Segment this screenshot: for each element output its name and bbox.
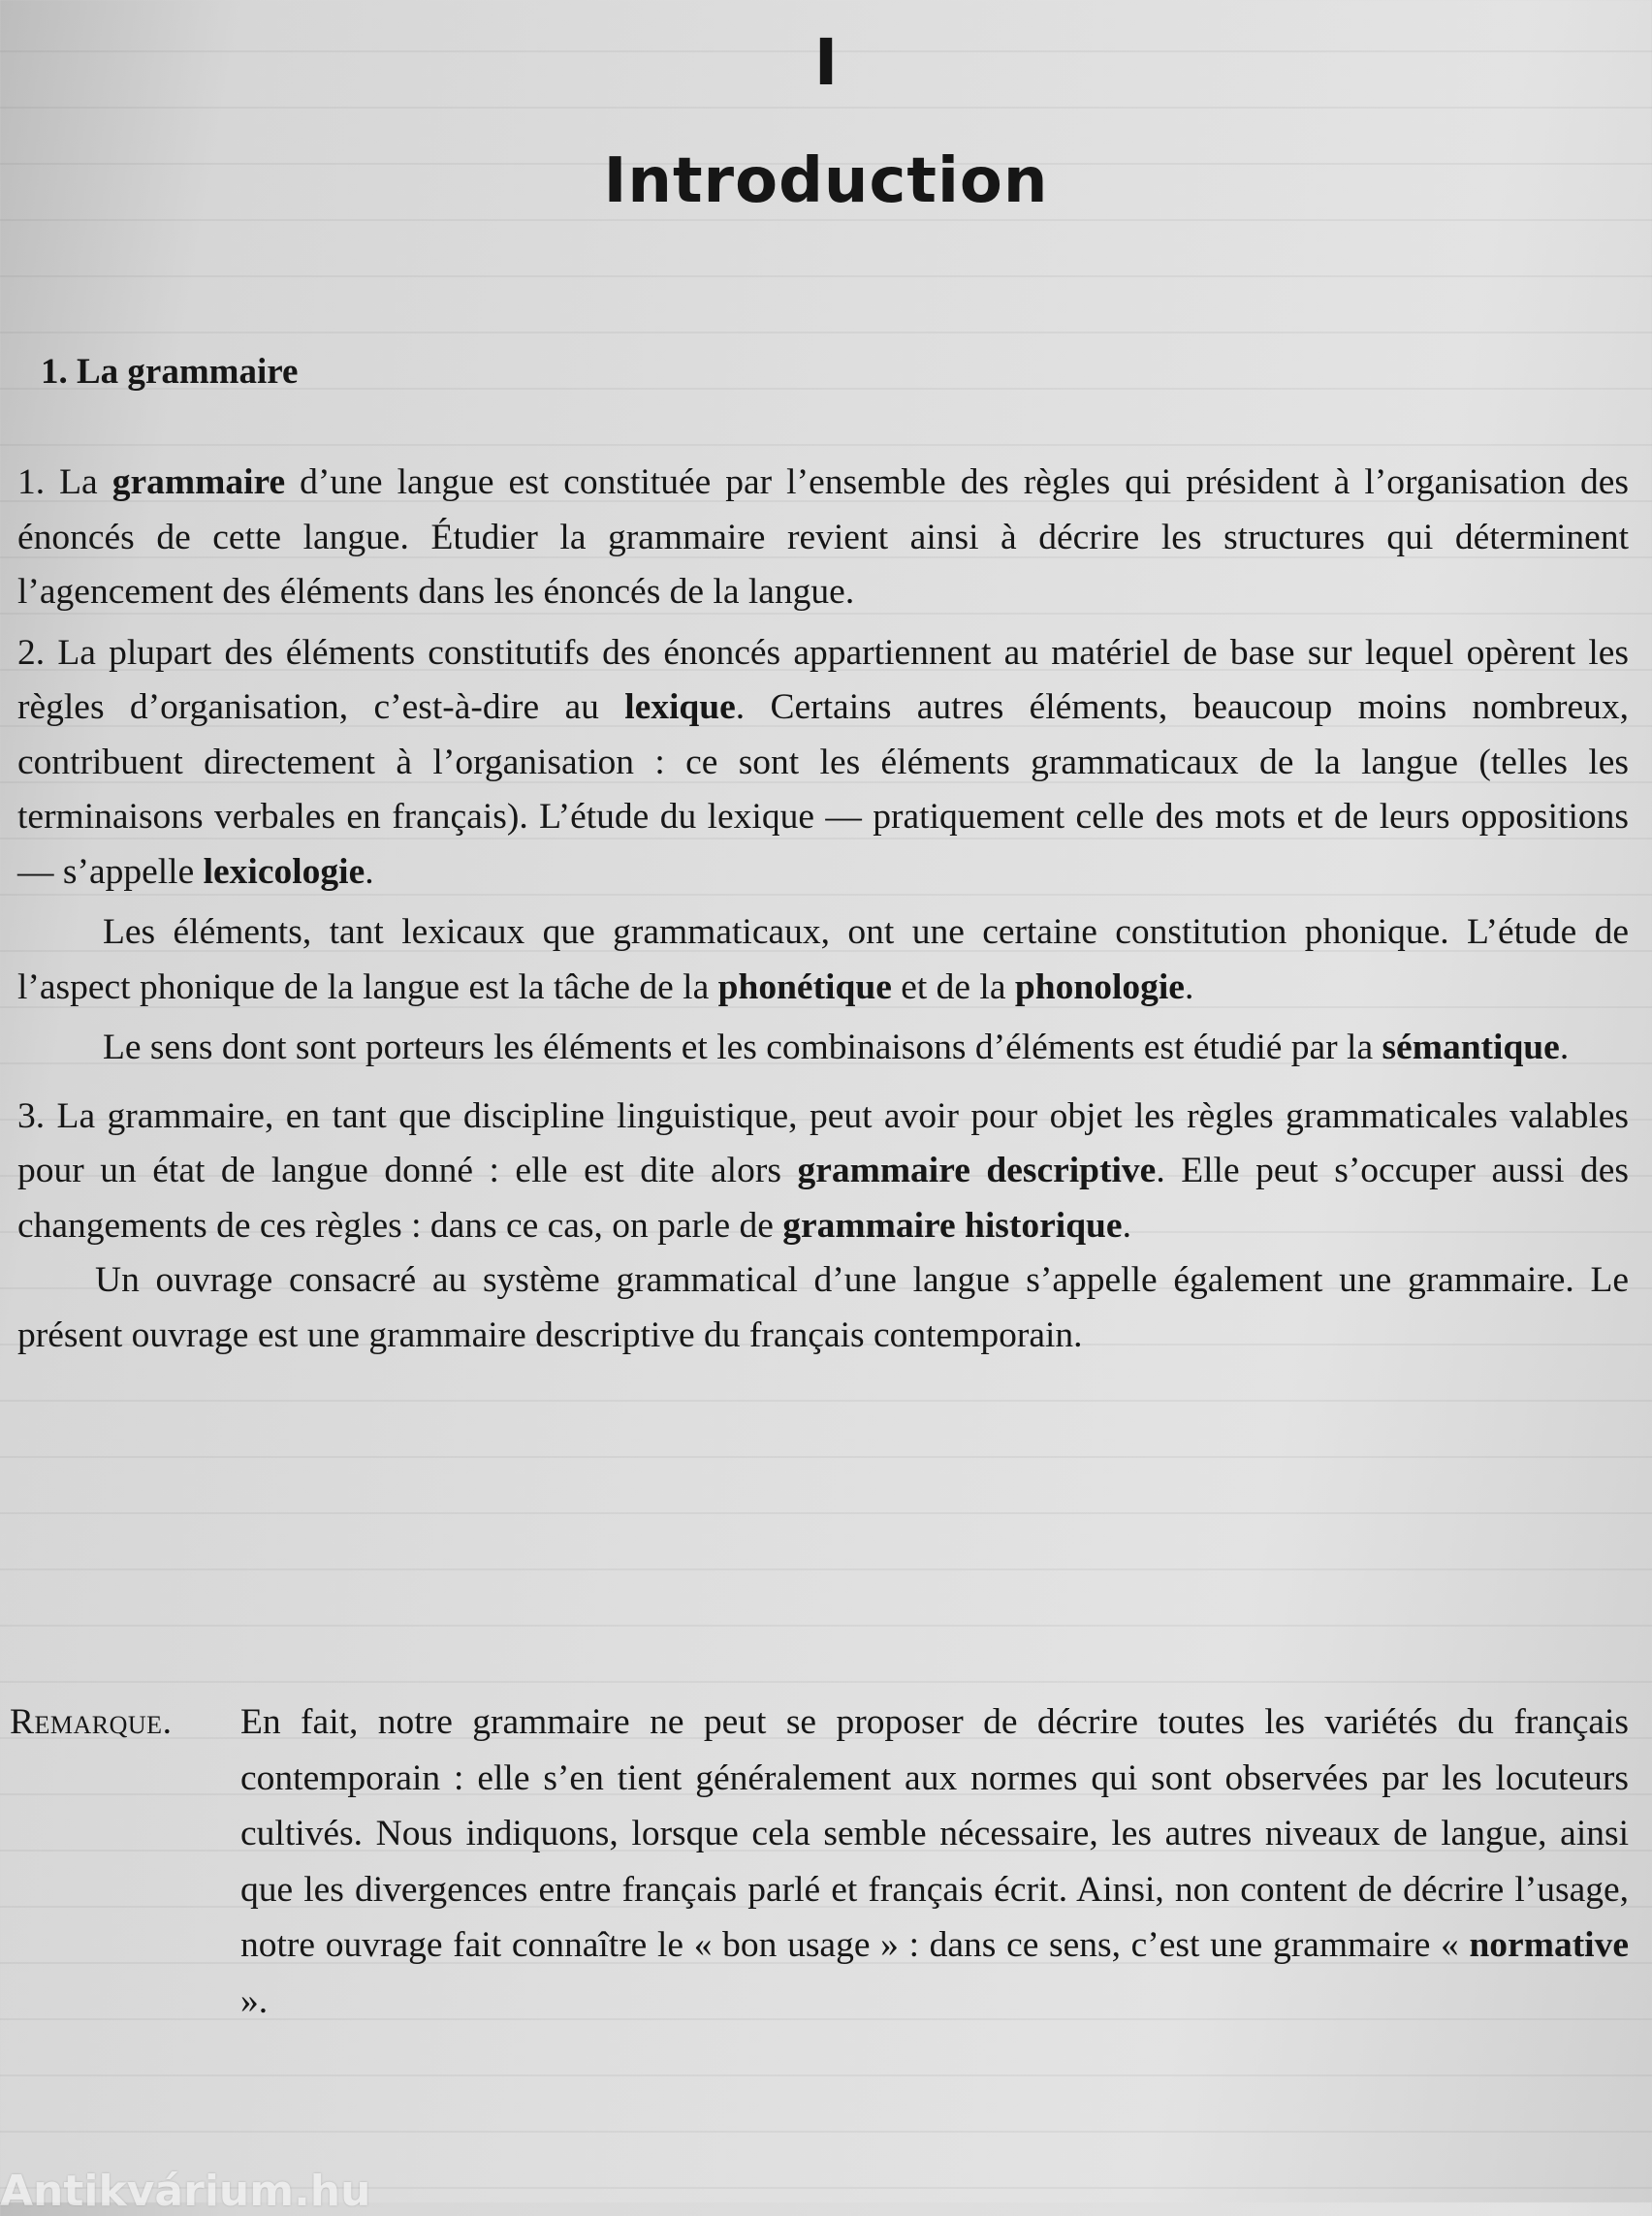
text-run: 1. La (17, 462, 112, 502)
paragraph-4 (17, 1021, 1629, 1076)
text-run: En fait, notre grammaire ne peut se proposer de décrire toutes les variétés du français contemporain : elle s’en tient généralement aux normes qui sont observées par les locuteurs cultivés. Nous indiquons, lorsque cela semble nécessaire, les autres niveaux de langue, ainsi que les divergences entre français parlé et français écrit. Ainsi, non content de décrire l’usage, notre ouvrage fait connaître le « bon usage » : dans ce sens, c’est une grammaire « (240, 1702, 1629, 1965)
section-heading: 1. La grammaire (41, 352, 299, 392)
paragraph-6 (17, 1253, 1629, 1363)
text-run: Le sens dont sont porteurs les éléments et les combinaisons d’éléments est étudié par la (103, 1028, 1382, 1067)
term-phonologie: phonologie (1014, 966, 1185, 1007)
text-run: 3. La grammaire, en tant que discipline linguistique, peut avoir pour objet les règles grammaticales valables pour un état de langue donné : elle est dite alors (17, 1095, 1629, 1190)
text-run: Un ouvrage consacré au système grammatical d’une langue s’appelle également une grammaire. Le présent ouvrage est une grammaire descriptive du français contemporain. (17, 1260, 1629, 1355)
paragraph-2 (17, 626, 1629, 901)
text-run: et de la (891, 966, 1015, 1007)
term-lexicologie: lexicologie (203, 851, 365, 892)
term-semantique: sémantique (1382, 1028, 1560, 1067)
text-run: . (365, 851, 374, 892)
body-text (17, 456, 1629, 1363)
text-run: d’une langue est constituée par l’ensemble des règles qui président à l’organisation des énoncés de cette langue. Étudier la grammaire revient ainsi à décrire les structures qui déterminent l’agencement des éléments dans les énoncés de la langue. (17, 462, 1629, 612)
text-run: Les éléments, tant lexicaux que grammaticaux, ont une certaine constitution phonique. L’étude de l’aspect phonique de la langue est la tâche de la (17, 912, 1629, 1007)
term-grammaire-descriptive: grammaire descriptive (797, 1151, 1157, 1190)
text-run: . (1559, 1028, 1570, 1067)
chapter-title: Introduction (603, 145, 1049, 217)
term-grammaire-historique: grammaire historique (782, 1205, 1123, 1246)
text-run: . Certains autres éléments, beaucoup moins nombreux, contribuent directement à l’organisation : ce sont les éléments grammaticaux de la langue (telles les terminaisons verbales en français). L’étude du lexique — pratiquement celle des mots et de leurs oppositions — s’appelle (17, 687, 1629, 892)
text-run: 2. La plupart des éléments constitutifs des énoncés appartiennent au matériel de base sur lequel opèrent les règles d’organisation, c’est-à-dire au (17, 632, 1629, 727)
paragraph-1 (17, 456, 1629, 620)
text-run: ». (240, 1980, 269, 2021)
paragraph-5 (17, 1090, 1629, 1254)
watermark: Antikvárium.hu (0, 2167, 371, 2216)
paragraph-3 (17, 905, 1629, 1015)
text-run: . (1122, 1205, 1131, 1246)
text-run: . (1184, 966, 1194, 1007)
term-lexique: lexique (624, 687, 736, 727)
term-grammaire: grammaire (111, 462, 286, 502)
term-phonetique: phonétique (717, 966, 892, 1007)
text-run: . Elle peut s’occuper aussi des changements de ces règles : dans ce cas, on parle de (17, 1151, 1630, 1246)
chapter-number: I (813, 25, 839, 100)
remark-text (240, 1694, 1629, 2029)
term-normative: normative (1469, 1925, 1629, 1965)
remark-label: Remarque. (10, 1702, 173, 1742)
remark-block (10, 1694, 1629, 2029)
